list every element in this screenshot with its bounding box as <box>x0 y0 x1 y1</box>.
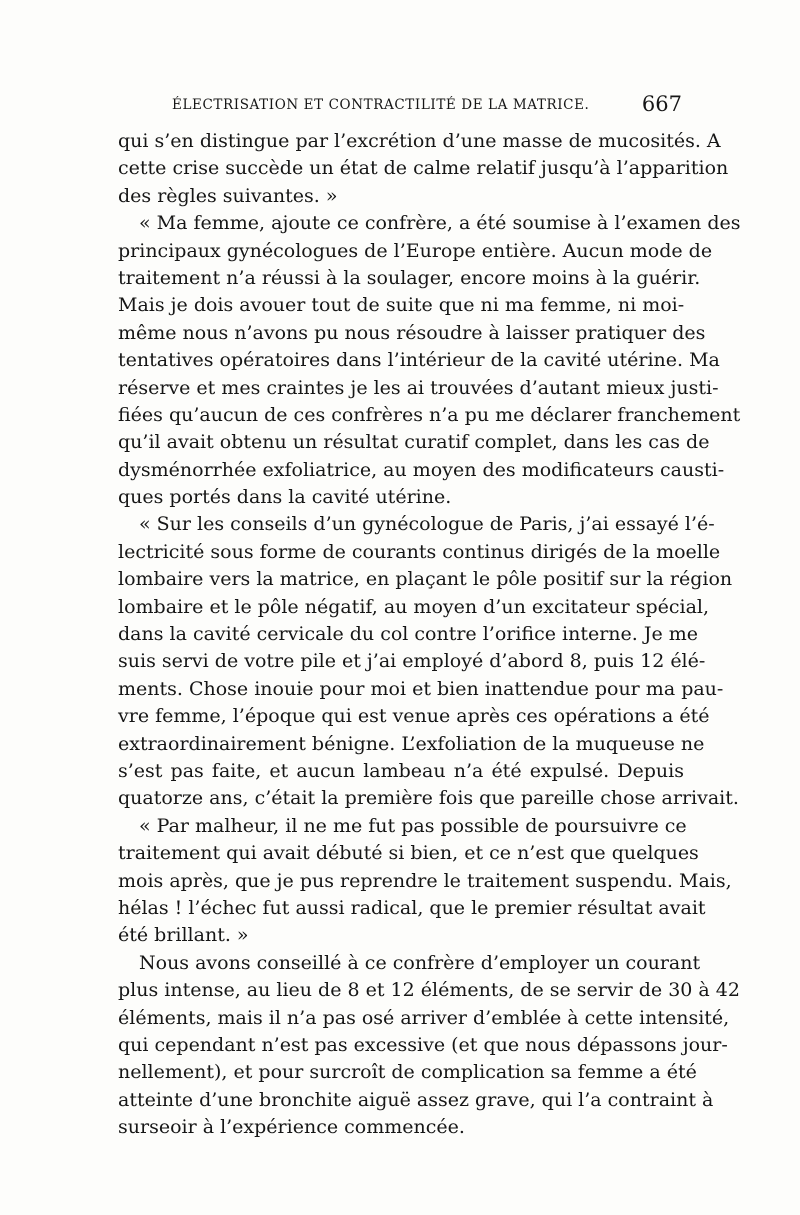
text-line: lectricité sous forme de courants continus dirigés de la moelle <box>118 540 721 563</box>
text-line: « Ma femme, ajoute ce confrère, a été soumise à l’examen des <box>139 212 741 235</box>
text-line: réserve et mes craintes je les ai trouvées d’autant mieux justi- <box>118 376 719 399</box>
text-line: des règles suivantes. » <box>118 184 338 207</box>
running-title: ÉLECTRISATION ET CONTRACTILITÉ DE LA MATRICE. <box>172 97 590 113</box>
text-line: s’est pas faite, et aucun lambeau n’a été expulsé. Depuis <box>118 759 684 782</box>
text-line: Mais je dois avouer tout de suite que ni ma femme, ni moi- <box>118 294 685 317</box>
text-line: suis servi de votre pile et j’ai employé d’abord 8, puis 12 élé- <box>118 650 706 673</box>
text-line: ques portés dans la cavité utérine. <box>118 486 452 509</box>
text-line: qu’il avait obtenu un résultat curatif complet, dans les cas de <box>118 431 710 454</box>
text-line: traitement qui avait débuté si bien, et ce n’est que quelques <box>118 842 699 865</box>
text-line: plus intense, au lieu de 8 et 12 éléments, de se servir de 30 à 42 <box>118 979 740 1002</box>
text-line: vre femme, l’époque qui est venue après ces opérations a été <box>118 705 710 728</box>
text-line: quatorze ans, c’était la première fois que pareille chose arrivait. <box>118 787 739 810</box>
text-line: mois après, que je pus reprendre le traitement suspendu. Mais, <box>118 869 732 892</box>
text-line: surseoir à l’expérience commencée. <box>118 1116 465 1139</box>
text-line: fiées qu’aucun de ces confrères n’a pu me déclarer franchement <box>118 403 741 426</box>
text-line: atteinte d’une bronchite aiguë assez grave, qui l’a contraint à <box>118 1088 714 1111</box>
text-line: lombaire et le pôle négatif, au moyen d’un excitateur spécial, <box>118 595 710 618</box>
text-line: lombaire vers la matrice, en plaçant le pôle positif sur la région <box>118 568 733 591</box>
text-line: dysménorrhée exfoliatrice, au moyen des modificateurs causti- <box>118 458 725 481</box>
text-line: éléments, mais il n’a pas osé arriver d’emblée à cette intensité, <box>118 1006 730 1029</box>
text-line: ments. Chose inouie pour moi et bien inattendue pour ma pau- <box>118 677 724 700</box>
text-line: cette crise succède un état de calme relatif jusqu’à l’apparition <box>118 157 729 180</box>
text-line: dans la cavité cervicale du col contre l’orifice interne. Je me <box>118 623 699 646</box>
text-line: qui cependant n’est pas excessive (et que nous dépassons jour- <box>118 1033 728 1056</box>
text-line: « Par malheur, il ne me fut pas possible de poursuivre ce <box>139 814 687 837</box>
text-line: traitement n’a réussi à la soulager, encore moins à la guérir. <box>118 266 701 289</box>
running-head <box>118 92 684 118</box>
page-number: 667 <box>641 92 682 116</box>
text-line: extraordinairement bénigne. L’exfoliation de la muqueuse ne <box>118 732 705 755</box>
text-line: principaux gynécologues de l’Europe entière. Aucun mode de <box>118 239 713 262</box>
text-line: même nous n’avons pu nous résoudre à laisser pratiquer des <box>118 321 706 344</box>
text-line: hélas ! l’échec fut aussi radical, que le premier résultat avait <box>118 896 706 919</box>
text-line: été brillant. » <box>118 924 249 947</box>
text-line: « Sur les conseils d’un gynécologue de Paris, j’ai essayé l’é- <box>139 513 715 536</box>
body-text <box>118 128 741 1141</box>
text-line: qui s’en distingue par l’excrétion d’une masse de mucosités. A <box>118 130 721 152</box>
text-line: Nous avons conseillé à ce confrère d’employer un courant <box>139 951 701 974</box>
text-line: tentatives opératoires dans l’intérieur de la cavité utérine. Ma <box>118 349 720 372</box>
text-line: nellement), et pour surcroît de complication sa femme a été <box>118 1061 697 1084</box>
